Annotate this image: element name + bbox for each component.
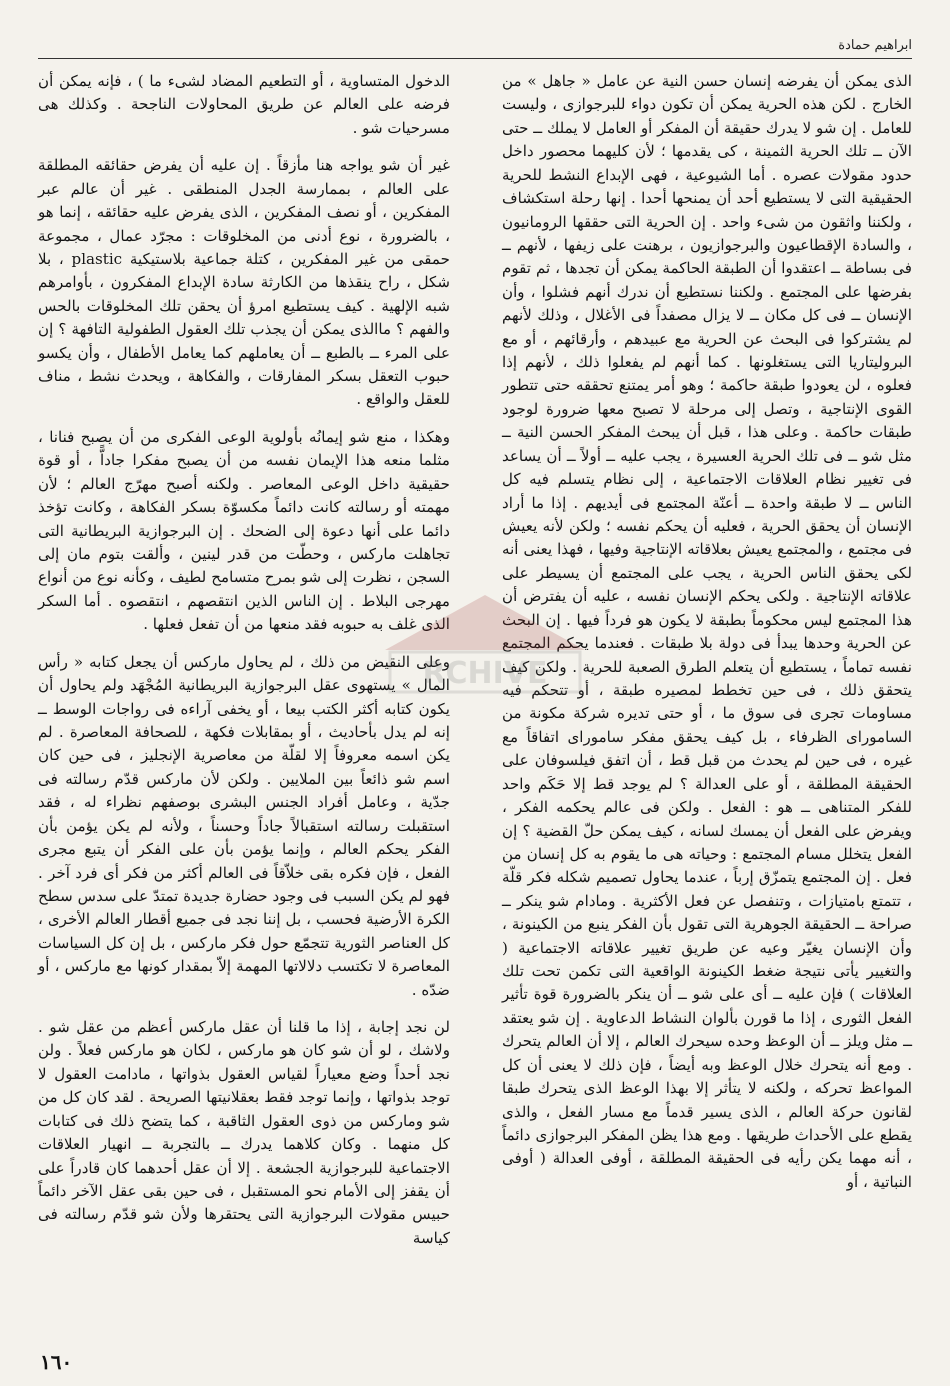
page-number: ١٦٠ [40,1350,73,1374]
paragraph: وهكذا ، منع شو إيمانُه بأولوية الوعى الفكرى من أن يصبح فنانا ، مثلما منعه هذا الإيمان نفسه من أن يصبح مفكرا جاداًّ ، أو قوة حقيقية داخل الوعى المعاصر . ولكنه أصبح مهرّج العالم ؛ لأن مهمته أو رسالته كانت دائماً مكسوّة بسكر الفكاهة ، وكانت تؤخذ دائما على أنها دعوة إلى الضحك . إن البرجوازية البريطانية التى تجاهلت ماركس ، وحطّت من قدر لينين ، وألقت بتوم مان إلى السجن ، نظرت إلى شو بمرح متسامح لطيف ، وكأنه نوع من أنواع مهرجى البلاط . إن الناس الذين انتقصهم ، انتقصوه . أما السكر الذى غلف به حبوبه فقد منعها من أن تفعل فعلها . [38,427,450,634]
paragraph: الدخول المتساوية ، أو التطعيم المضاد لشىء ما ) ، فإنه يمكن أن فرضه على العالم عن طريق المحاولات الناجحة . وكذلك هى مسرحيات شو . [38,72,450,137]
text-column-right [502,70,912,1350]
paragraph: الذى يمكن أن يفرضه إنسان حسن النية عن عامل « جاهل » من الخارج . لكن هذه الحرية يمكن أن تكون دواء للبرجوازى ، وليست للعامل . إن شو لا يدرك حقيقة أن المفكر أو العامل لا يملك ــ حتى الآن ــ تلك الحرية الثمينة ، كى يقدمها ؛ لأن كليهما محصور داخل حدود مقولات عصره . أما الشيوعية ، فهى الإبداع النشط للحرية الحقيقية التى لا يستطيع أحد أن يمنحها أحدا . إنها رحلة استكشاف ، ولكننا واثقون من شىء واحد . إن الحرية التى حققها الرومانيون ، والسادة الإقطاعيون والبرجوازيون ، برهنت على زيفها ، لأنهم ــ فى بساطة ــ اعتقدوا أن الطبقة الحاكمة يمكن أن تجدها ، ثم تقوم بفرضها على المجتمع . ولكننا نستطيع أن ندرك أنهم فشلوا ، وأن الإنسان ــ فى كل مكان ــ لا يزال مصفداً فى الأغلال ، وذلك لأنهم لم يشتركوا فى البحث عن الحرية مع عبيدهم ، وأرقائهم ، أو مع البروليتاريا التى يستغلونها . كما أنهم لم يفعلوا ذلك ، لأنهم إذا فعلوه ، لن يعودوا طبقة حاكمة ؛ وهو أمر يمتنع تحققه حتى تتطور القوى الإنتاجية ، وتصل إلى مرحلة لا تصبح معها ضرورة لوجود طبقات حاكمة . وعلى هذا ، قبل أن يبحث المفكر الحسن النية ــ مثل شو ــ فى تلك الحرية العسيرة ، يجب عليه ــ أولاً ــ أن يساعد فى تغيير نظام العلاقات الاجتماعية ، إلى نظام يتسلم فيه كل الناس ــ لا طبقة واحدة ــ أعنّة المجتمع فى أيديهم . إذا ما أراد الإنسان أن يحقق الحرية ، فعليه أن يحكم نفسه ؛ ولكن لأنه يعيش فى مجتمع ، والمجتمع يعيش بعلاقاته الإنتاجية وفيها ، فهذا يعنى أنه لكى يحقق الناس الحرية ، يجب على المجتمع أن يسيطر على علاقاته الإنتاجية . ولكى يحكم الإنسان نفسه ، عليه أن يفترض أن هذا المجتمع ليس محكوماً بطبقة لا يكون هو فرداً فيها . إن البحث عن الحرية وحدها يبدأ فى دولة بلا طبقات . فعندما يحكم المجتمع نفسه تماماً ، يستطيع أن يتعلم الطرق الصعبة للحرية . ولكن كيف يتحقق ذلك ، فى حين تخطط لمصيره طبقة ، أو تتحكم فيه مساومات تجرى فى سوق ما ، أو حتى تديره شركة مكونة من الساموراى الظرفاء ، بل كيف يحقق مفكر ساموراى اتفاقاً مع غيره ، فى حين لم يحدث من قبل قط ، أن اتفق فيلسوفان على الحقيقة المطلقة ، أو على العدالة ؟ لم يوجد قط إلا حَكَم واحد للفكر المتناهى ــ هو : الفعل . ولكن فى عالم يحكمه الفكر ، ويفرض على الفعل أن يمسك لسانه ، كيف يمكن حلّ القضية ؟ إن الفعل يتخلل مسام المجتمع : وحياته هى ما يقوم به كل إنسان من فعل . إن المجتمع يتمزّق إرباً ، عندما يحاول تصميم شكله فكر قلّة ، تتمتع بامتيازات ، وتنفصل عن فعل الأكثرية . ومادام شو ينكر ــ صراحة ــ الحقيقة الجوهرية التى تقول بأن الفكر ينبع من الكينونة ، وأن الإنسان يغيّر وعيه عن طريق تغيير علاقاته الاجتماعية ( والتغيير يأتى نتيجة ضغط الكينونة الواقعية التى تكمن تحت تلك العلاقات ) فإن عليه ــ أى على شو ــ أن ينكر بالضرورة قوة تأثير الفعل الثورى ، إذا ما قورن بألوان النشاط الدعاوية . إن شو يعتقد ــ مثل ويلز ــ أن الوعظ وحده سيحرك العالم ، إلا أن العالم يتحرك . ومع أنه يتحرك خلال الوعظ وبه أيضاً ، فإن ذلك لا يعنى أن كل المواعظ تحركه ، ولكنه لا يتأثر إلا بهذا الوعظ الذى يتحرك طبقا لقانون حركة العالم ، الذى يسير قدماً مع مسار الفعل ، والذى يقطع على الأحداث طريقها . ومع هذا يظن المفكر البرجوازى دائماً ، أنه مهما يكن رأيه فى الحقيقة المطلقة ، أوفى العدالة ( أوفى النباتية ، أو [502,72,912,1191]
page-header [38,34,912,64]
paragraph: وعلى النقيض من ذلك ، لم يحاول ماركس أن يجعل كتابه « رأس المال » يستهوى عقل البرجوازية البريطانية المُجْهَد ولم يحاول أن يكون كتابه أكثر الكتب بيعا ، أو يخفى آراءه فى رواجات الوسط ــ إنه لم يدل بأحاديث ، أو بمقابلات فكهة ، للصحافة المعاصرة . لم يكن اسمه معروفاً إلا لقلّة من معاصرية الإنجليز ، فى حين كان اسم شو ذائعاً بين الملايين . ولكن لأن ماركس قدّم رسالته فى جدّية ، وعامل أفراد الجنس البشرى بوصفهم نظراء له ، فقد استقبلت رسالته استقبالاً جاداً وحسناً ، ولأنه لم يكن يؤمن بأن الفكر يحكم العالم ، وإنما يؤمن بأن على الفكر أن يتبع مجرى الفعل ، فإن فكره بقى خلاّقاً فى العالم أكثر من فكر أى فرد آخر . فهو لم يكن السبب فى وجود حضارة جديدة تمتدّ على سدس سطح الكرة الأرضية فحسب ، بل إننا نجد فى جميع أقطار العالم الأخرى ، كل العناصر الثورية تتجمّع حول فكر ماركس ، بل إن كل السياسات المعاصرة لا تكتسب دلالاتها المهمة إلاّ بمقدار كونها مع ماركس ، أو ضدّه . [38,652,450,999]
header-rule [38,58,912,59]
svg-text:RCHIVE: RCHIVE [422,656,548,691]
paragraph: غير أن شو يواجه هنا مأزقاً . إن عليه أن يفرض حقائقه المطلقة على العالم ، بممارسة الجدل المنطقى . غير أن عالم عبر المفكرين ، أو نصف المفكرين ، الذى يفرض عليه حقائقه ، إنما هو ، بالضرورة ، نوع أدنى من المخلوقات : مجرّد عمال ، مجموعة حمقى من غير المفكرين ، كتلة جماعية بلاستيكية plastic ، بلا شكل ، راح ينقذها من الكارثة سادة الإبداع المفكرون ، بأوامرهم شبه الإلهية . كيف يستطيع امرؤ أن يحقن تلك المخلوقات بالحس والفهم ؟ ماالذى يمكن أن يجذب تلك العقول الطفولية التافهة ؟ إن على المرء ــ بالطبع ــ أن يعاملهم كما يعامل الأطفال ، وأن يكسو حبوب التعقل بسكر المفارقات ، والفكاهة ، ويحدث نشط ، مناف للعقل والواقع . [38,156,450,409]
running-head-author: ابراهيم حمادة [838,38,912,53]
text-column-left [38,70,450,1310]
paragraph: لن نجد إجابة ، إذا ما قلنا أن عقل ماركس أعظم من عقل شو . ولاشك ، لو أن شو كان هو ماركس ، لكان هو ماركس فعلاً . ولن نجد أحداً وضع معياراً لقياس العقول بذواتها ، مادامت العقول لا توجد بذواتها ، وإنما توجد فقط بعقلانيتها الصريحة . لقد كان كل من شو وماركس من ذوى العقول الثاقبة ، كما يتضح ذلك فى كتابات كل منهما . وكان كلاهما يدرك ــ بالتجربة ــ انهيار العلاقات الاجتماعية للبرجوازية الجشعة . إلا أن عقل أحدهما كان قادراً على أن يقفز إلى الأمام نحو المستقبل ، فى حين بقى عقل الآخر دائماً حبيس مقولات البرجوازية التى يحتقرها ولأن شو قدّم رسالته فى كياسة [38,1018,450,1247]
